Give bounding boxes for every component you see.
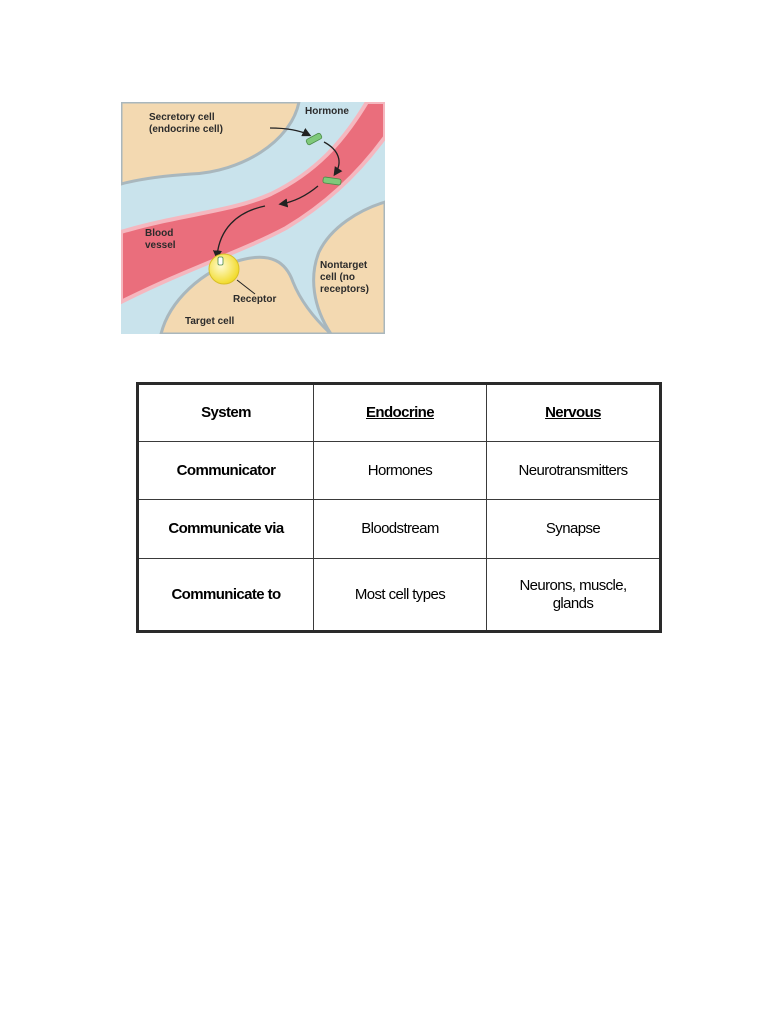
blood-vessel-label: Blood vessel <box>145 228 176 251</box>
hormone-signaling-diagram <box>121 102 385 334</box>
nervous-cell-line: Neurons, muscle, <box>519 576 627 594</box>
secretory-cell-label: Secretory cell (endocrine cell) <box>149 112 223 135</box>
nervous-cell: Synapse <box>487 500 661 559</box>
endocrine-cell: Hormones <box>314 442 487 500</box>
nervous-cell <box>487 559 661 632</box>
header-system: System <box>138 384 314 442</box>
nervous-cell-line: glands <box>552 594 594 612</box>
header-endocrine <box>314 384 487 442</box>
bound-hormone <box>218 257 223 265</box>
header-nervous <box>487 384 661 442</box>
header-nervous-text: Nervous <box>545 404 601 421</box>
hormone-label: Hormone <box>305 106 349 117</box>
endocrine-cell: Most cell types <box>314 559 487 632</box>
nontarget-cell-label: Nontarget cell (no receptors) <box>320 260 369 295</box>
endocrine-vs-nervous-table <box>136 382 662 633</box>
target-cell-label: Target cell <box>185 316 235 327</box>
table-row <box>138 500 661 559</box>
row-label: Communicate via <box>138 500 314 559</box>
table-row <box>138 442 661 500</box>
receptor-label: Receptor <box>233 294 277 305</box>
header-endocrine-text: Endocrine <box>366 404 434 421</box>
row-label: Communicate to <box>138 559 314 632</box>
receptor <box>209 254 239 284</box>
row-label: Communicator <box>138 442 314 500</box>
nervous-cell: Neurotransmitters <box>487 442 661 500</box>
table-row <box>138 559 661 632</box>
endocrine-cell: Bloodstream <box>314 500 487 559</box>
table-header-row <box>138 384 661 442</box>
